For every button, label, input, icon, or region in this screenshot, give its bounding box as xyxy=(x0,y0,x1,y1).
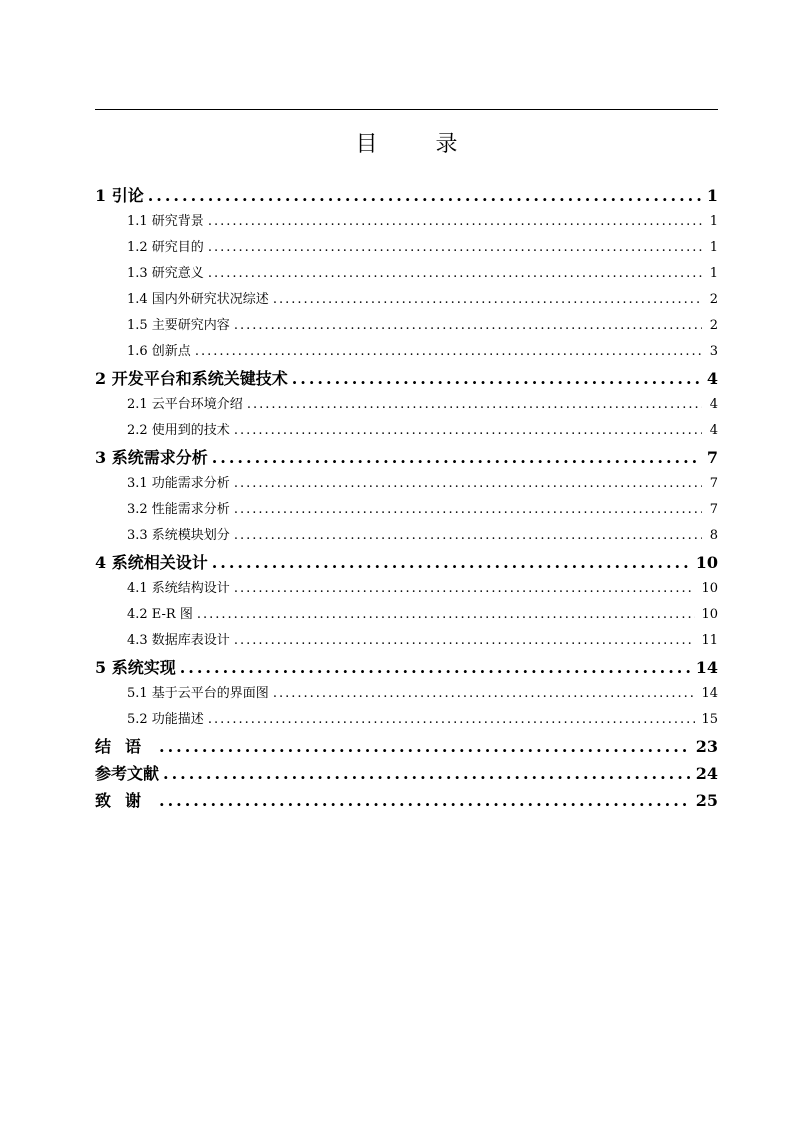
toc-entry-label: 1.5 主要研究内容 xyxy=(127,318,230,333)
toc-entry-page: 7 xyxy=(709,502,718,517)
toc-entry-page: 4 xyxy=(709,397,718,412)
table-of-contents xyxy=(95,182,718,814)
toc-entry-label: 1.6 创新点 xyxy=(127,344,191,359)
toc-entry-label: 3.2 性能需求分析 xyxy=(127,502,230,517)
toc-entry-page: 1 xyxy=(709,240,718,255)
toc-entry-label: 1.2 研究目的 xyxy=(127,240,204,255)
toc-entry[interactable] xyxy=(95,787,718,814)
toc-entry-page: 24 xyxy=(695,764,718,783)
toc-entry-page: 7 xyxy=(706,448,718,467)
toc-leader-dots xyxy=(159,733,690,760)
toc-leader-dots xyxy=(197,602,696,628)
toc-leader-dots xyxy=(273,287,702,313)
toc-entry-label: 致谢 xyxy=(95,791,156,810)
toc-entry-label: 4.3 数据库表设计 xyxy=(127,633,230,648)
toc-leader-dots xyxy=(234,418,702,444)
toc-entry-page: 14 xyxy=(695,658,718,677)
toc-leader-dots xyxy=(208,261,702,287)
toc-entry-page: 1 xyxy=(706,186,718,205)
toc-leader-dots xyxy=(234,497,702,523)
toc-entry-page: 10 xyxy=(701,581,718,596)
toc-entry-label: 结语 xyxy=(95,737,156,756)
toc-leader-dots xyxy=(292,365,701,392)
toc-entry-label: 2.1 云平台环境介绍 xyxy=(127,397,243,412)
toc-leader-dots xyxy=(234,576,696,602)
toc-entry-label: 2 开发平台和系统关键技术 xyxy=(95,369,288,388)
toc-entry[interactable] xyxy=(95,654,718,681)
toc-entry-page: 4 xyxy=(709,423,718,438)
toc-entry-page: 1 xyxy=(709,266,718,281)
toc-entry-label: 3.3 系统模块划分 xyxy=(127,528,230,543)
toc-entry-page: 8 xyxy=(709,528,718,543)
toc-entry[interactable] xyxy=(95,523,718,549)
toc-leader-dots xyxy=(159,787,690,814)
toc-entry[interactable] xyxy=(95,628,718,654)
toc-entry-page: 10 xyxy=(695,553,718,572)
toc-entry-label: 3 系统需求分析 xyxy=(95,448,208,467)
toc-entry-page: 11 xyxy=(701,633,718,648)
toc-leader-dots xyxy=(180,654,690,681)
toc-leader-dots xyxy=(212,549,690,576)
toc-entry-label: 4 系统相关设计 xyxy=(95,553,208,572)
toc-entry[interactable] xyxy=(95,576,718,602)
toc-leader-dots xyxy=(273,681,696,707)
toc-entry-label: 5.2 功能描述 xyxy=(127,712,204,727)
toc-leader-dots xyxy=(234,313,702,339)
toc-entry-label: 1.4 国内外研究状况综述 xyxy=(127,292,269,307)
toc-leader-dots xyxy=(234,523,702,549)
toc-entry[interactable] xyxy=(95,313,718,339)
toc-entry[interactable] xyxy=(95,707,718,733)
toc-leader-dots xyxy=(234,471,702,497)
toc-entry[interactable] xyxy=(95,392,718,418)
toc-entry-page: 4 xyxy=(706,369,718,388)
toc-entry[interactable] xyxy=(95,261,718,287)
toc-entry-label: 1.1 研究背景 xyxy=(127,214,204,229)
toc-entry-label: 4.2 E-R 图 xyxy=(127,607,193,622)
toc-entry[interactable] xyxy=(95,733,718,760)
toc-entry-label: 2.2 使用到的技术 xyxy=(127,423,230,438)
toc-entry[interactable] xyxy=(95,339,718,365)
toc-entry[interactable] xyxy=(95,209,718,235)
toc-leader-dots xyxy=(247,392,702,418)
toc-entry-label: 3.1 功能需求分析 xyxy=(127,476,230,491)
toc-entry-page: 3 xyxy=(709,344,718,359)
toc-entry-label: 4.1 系统结构设计 xyxy=(127,581,230,596)
header-rule xyxy=(95,109,718,110)
toc-entry-label: 5 系统实现 xyxy=(95,658,176,677)
toc-entry-page: 15 xyxy=(701,712,718,727)
toc-entry-page: 25 xyxy=(695,791,718,810)
toc-entry-page: 10 xyxy=(701,607,718,622)
toc-entry-label: 1.3 研究意义 xyxy=(127,266,204,281)
toc-entry-page: 2 xyxy=(709,292,718,307)
toc-entry[interactable] xyxy=(95,471,718,497)
toc-leader-dots xyxy=(195,339,702,365)
toc-entry-page: 7 xyxy=(709,476,718,491)
toc-entry-label: 1 引论 xyxy=(95,186,144,205)
toc-entry[interactable] xyxy=(95,681,718,707)
toc-entry[interactable] xyxy=(95,182,718,209)
toc-entry[interactable] xyxy=(95,549,718,576)
toc-entry-page: 14 xyxy=(701,686,718,701)
toc-entry[interactable] xyxy=(95,287,718,313)
toc-title: 目 录 xyxy=(355,132,476,157)
toc-entry-page: 1 xyxy=(709,214,718,229)
toc-entry[interactable] xyxy=(95,602,718,628)
toc-leader-dots xyxy=(208,235,702,261)
toc-leader-dots xyxy=(234,628,696,654)
toc-entry-page: 23 xyxy=(695,737,718,756)
toc-entry[interactable] xyxy=(95,497,718,523)
toc-entry-label: 参考文献 xyxy=(95,764,160,783)
toc-entry-page: 2 xyxy=(709,318,718,333)
toc-entry[interactable] xyxy=(95,444,718,471)
toc-leader-dots xyxy=(163,760,690,787)
toc-entry[interactable] xyxy=(95,760,718,787)
toc-leader-dots xyxy=(208,209,702,235)
toc-entry-label: 5.1 基于云平台的界面图 xyxy=(127,686,269,701)
toc-entry[interactable] xyxy=(95,235,718,261)
toc-leader-dots xyxy=(208,707,696,733)
toc-leader-dots xyxy=(148,182,701,209)
toc-entry[interactable] xyxy=(95,365,718,392)
toc-leader-dots xyxy=(212,444,701,471)
toc-entry[interactable] xyxy=(95,418,718,444)
